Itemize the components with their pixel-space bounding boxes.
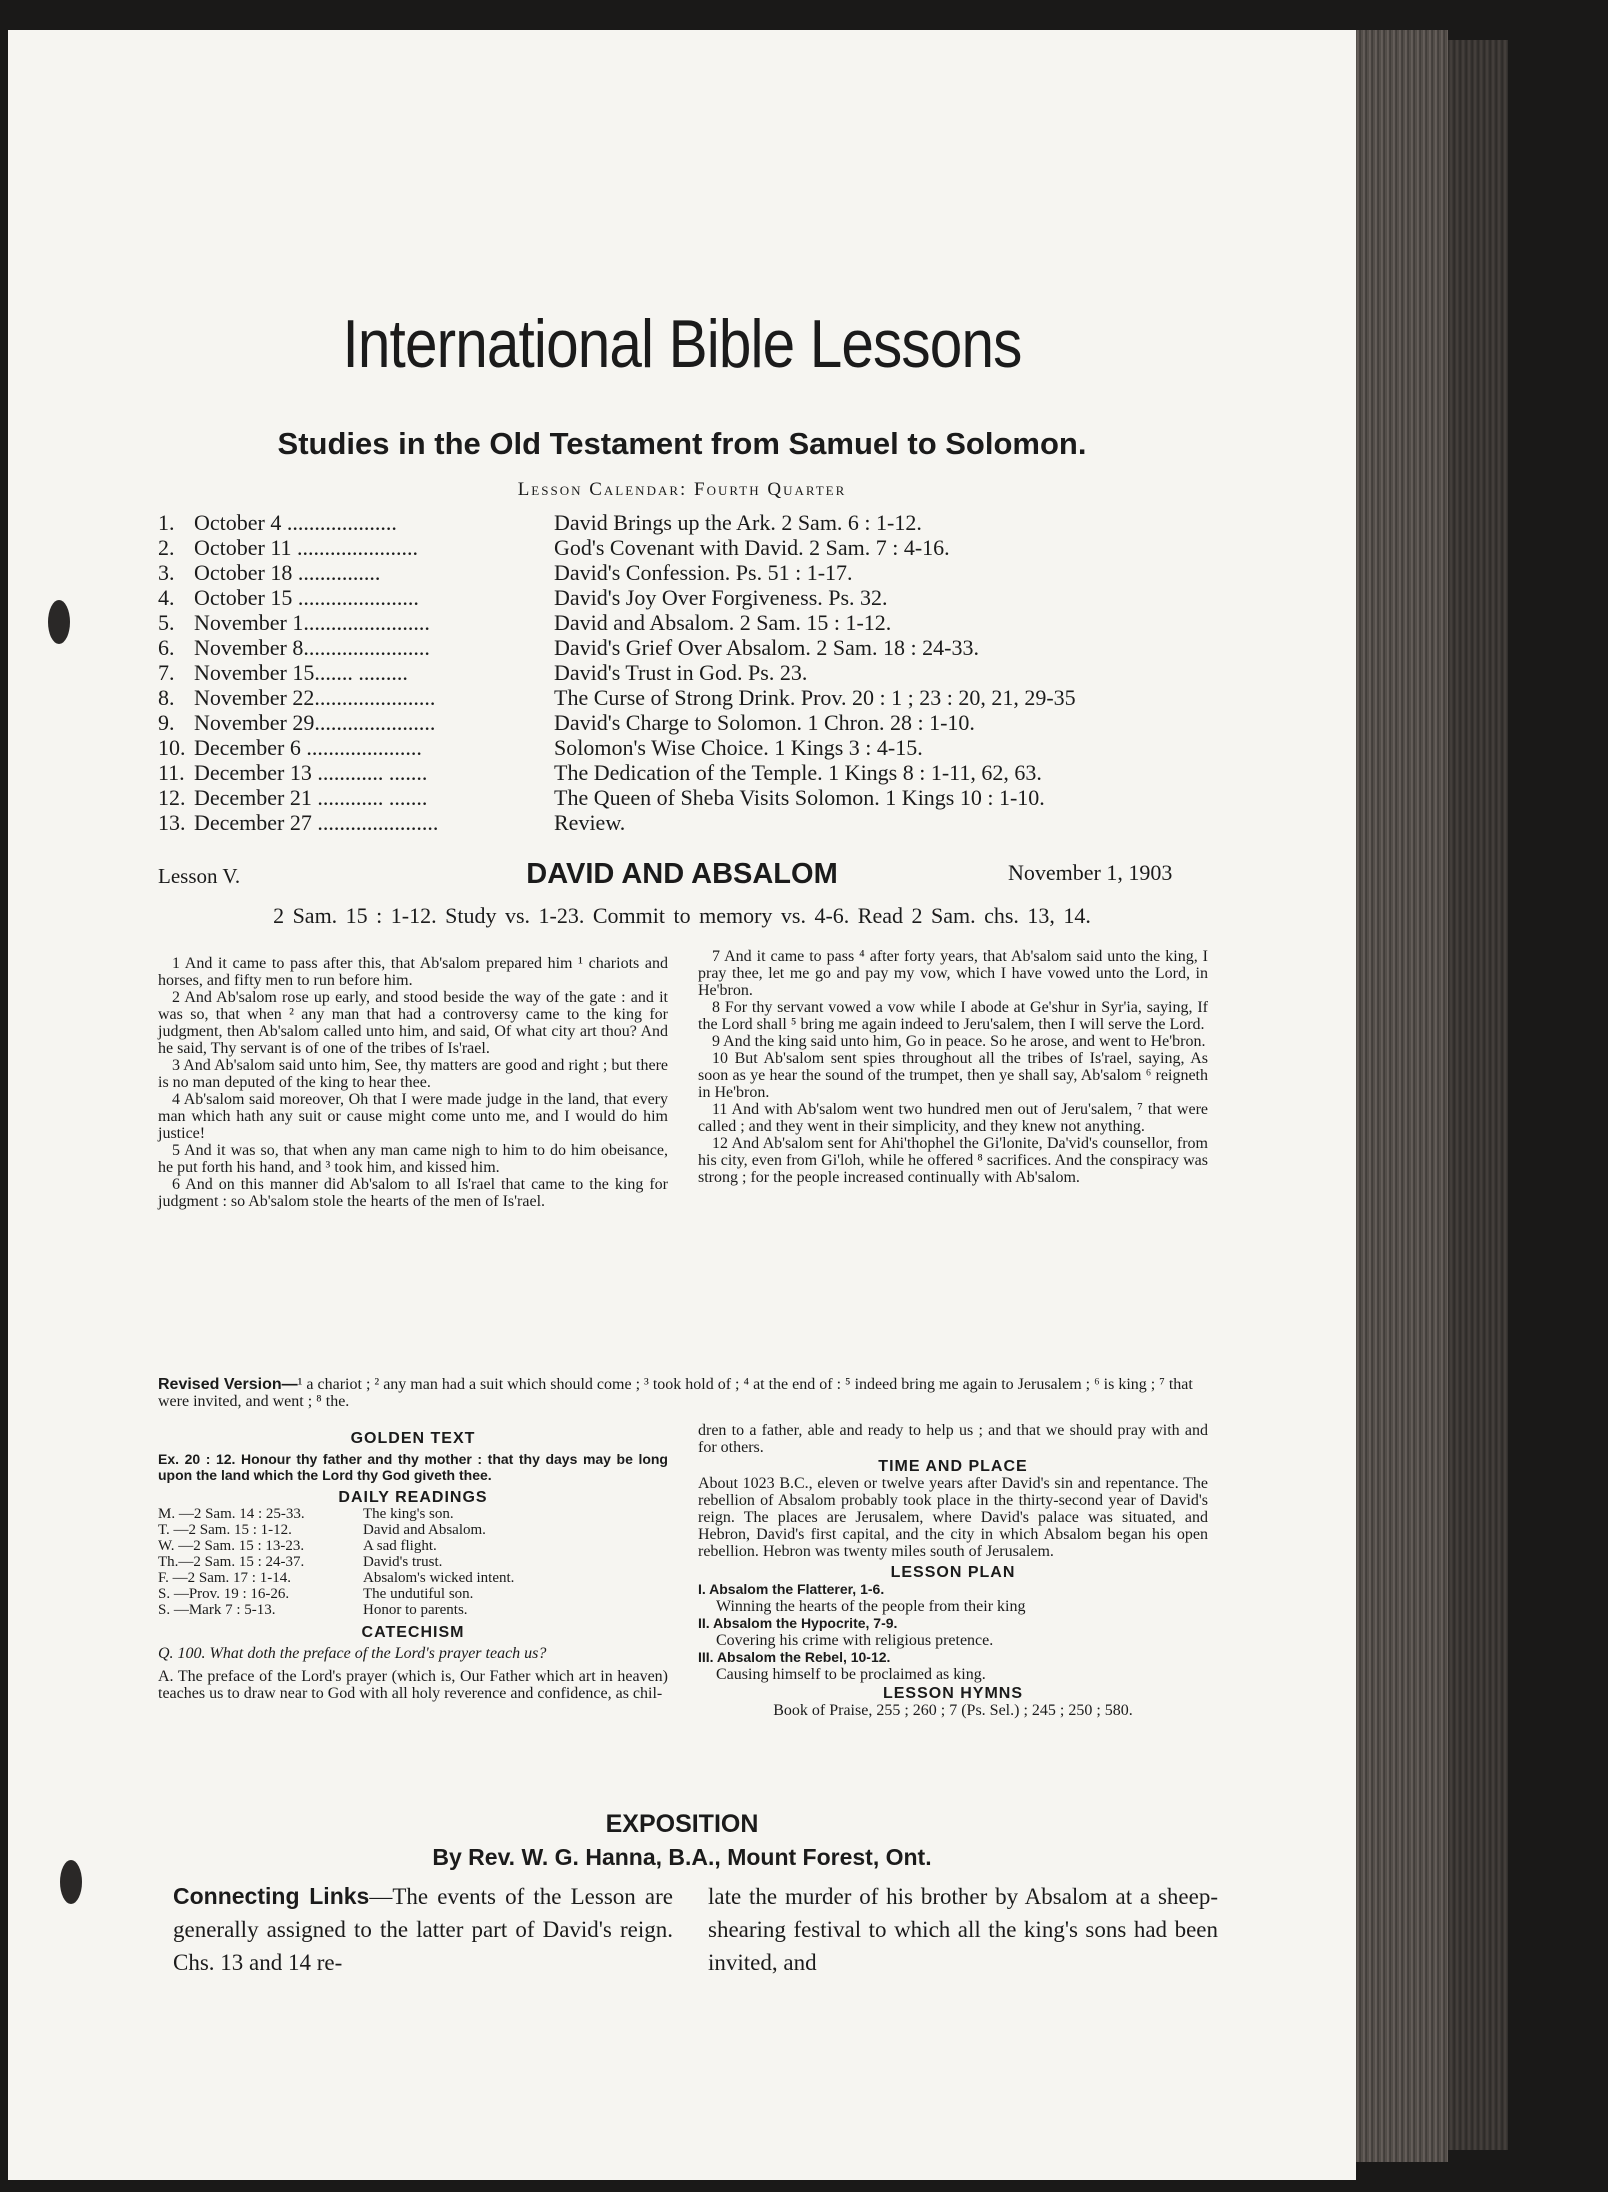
calendar-topic: David's Grief Over Absalom. 2 Sam. 18 : 24-33. (554, 635, 979, 660)
golden-text: Ex. 20 : 12. Honour thy father and thy mother : that thy days may be long upon the land which the Lord thy God giveth thee. (158, 1451, 668, 1483)
calendar-num: 2. (158, 535, 175, 560)
lesson-hymns-heading: LESSON HYMNS (882, 1685, 1023, 1702)
daily-reading-row (158, 1586, 668, 1602)
daily-reading-row (158, 1554, 668, 1570)
calendar-num: 1. (158, 510, 175, 535)
connecting-left-text: —The events of the Lesson are generally assigned to the latter part of David's reign. Chs. 13 and 14 re- (173, 1884, 674, 1975)
calendar-date: October 4 .................... (194, 510, 397, 535)
lesson-title: DAVID AND ABSALOM (526, 858, 838, 890)
exposition-left-column (173, 1880, 673, 1979)
daily-reading-text: A sad flight. (363, 1538, 437, 1554)
scripture-verse: 2 And Ab'salom rose up early, and stood beside the way of the gate : and it was so, that when ² any man that had a controversy came to the king for judgment, then Ab'salom called unto him, and said, Of what city art thou? And he said, Thy servant is of one of the tribes of Is'rael. (158, 989, 668, 1057)
book-page-edges (1356, 30, 1448, 2162)
page-title: International Bible Lessons (342, 306, 1022, 382)
connecting-right-text: late the murder of his brother by Absalom at a sheep-shearing festival to which all the king's sons had been invited, and (708, 1884, 1218, 1975)
daily-reading-row (158, 1522, 668, 1538)
scripture-verse: 1 And it came to pass after this, that Ab'salom prepared him ¹ chariots and horses, and fifty men to run before him. (158, 955, 668, 989)
calendar-num: 4. (158, 585, 175, 610)
scripture-verse: 12 And Ab'salom sent for Ahi'thophel the Gi'lonite, Da'vid's counsellor, from his city, even from Gi'loh, while he offered ⁸ sacrifices. And the conspiracy was strong ; for the people increased continually with Ab'salom. (698, 1135, 1208, 1186)
exposition-right-column (708, 1880, 1218, 1979)
time-place-text: About 1023 B.C., eleven or twelve years after David's sin and repentance. The rebellion of Absalom probably took place in the thirty-second year of David's reign. The places are Jerusalem, where David's palace was situated, and Hebron, David's first capital, and the city in which Absalom began his open rebellion. Hebron was twenty miles south of Jerusalem. (698, 1475, 1208, 1560)
daily-reading-row (158, 1506, 668, 1522)
calendar-row (158, 635, 1076, 660)
daily-reading-text: The king's son. (363, 1506, 454, 1522)
binding-hole (48, 600, 70, 644)
exposition-byline: By Rev. W. G. Hanna, B.A., Mount Forest, Ont. (432, 1844, 932, 1870)
calendar-row (158, 510, 1076, 535)
lesson-plan-item-heading: I. Absalom the Flatterer, 1-6. (698, 1581, 885, 1597)
scripture-verse: 3 And Ab'salom said unto him, See, thy matters are good and right ; but there is no man deputed of the king to hear thee. (158, 1057, 668, 1091)
lesson-plan-item-text: Winning the hearts of the people from their king (716, 1598, 1026, 1615)
calendar-topic: The Queen of Sheba Visits Solomon. 1 Kings 10 : 1-10. (554, 785, 1045, 810)
lesson-plan-item-heading: III. Absalom the Rebel, 10-12. (698, 1649, 891, 1665)
lesson-plan-item-text: Causing himself to be proclaimed as king. (716, 1666, 986, 1683)
scripture-verse: 9 And the king said unto him, Go in peace. So he arose, and went to He'bron. (712, 1033, 1206, 1050)
calendar-row (158, 610, 1076, 635)
catechism-answer: A. The preface of the Lord's prayer (which is, Our Father which art in heaven) teaches us to draw near to God with all holy reverence and confidence, as chil- (158, 1668, 668, 1702)
daily-reading-text: David and Absalom. (363, 1522, 486, 1538)
calendar-num: 5. (158, 610, 175, 635)
calendar-topic: David's Joy Over Forgiveness. Ps. 32. (554, 585, 888, 610)
scripture-left-column (158, 955, 668, 1210)
daily-reading-row (158, 1570, 668, 1586)
calendar-date: November 29...................... (194, 710, 436, 735)
calendar-row (158, 710, 1076, 735)
daily-reading-text: The undutiful son. (363, 1586, 474, 1602)
exposition-heading: EXPOSITION (605, 1810, 759, 1838)
calendar-row (158, 735, 1076, 760)
calendar-num: 11. (158, 760, 185, 785)
calendar-date: December 27 ...................... (194, 810, 439, 835)
daily-reading-ref: Th.—2 Sam. 15 : 24-37. (158, 1554, 305, 1570)
connecting-links-label: Connecting Links (173, 1883, 370, 1909)
calendar-topic: David and Absalom. 2 Sam. 15 : 1-12. (554, 610, 892, 635)
scripture-verse: 10 But Ab'salom sent spies throughout all the tribes of Is'rael, saying, As soon as ye hear the sound of the trumpet, then ye shall say, Ab'salom ⁶ reigneth in He'bron. (698, 1050, 1208, 1101)
calendar-num: 8. (158, 685, 175, 710)
revised-version-text: ¹ a chariot ; ² any man had a suit which should come ; ³ took hold of ; ⁴ at the end of : ⁵ indeed bring me again to Jerusalem ; ⁶ is king ; ⁷ that were invited, and went ; ⁸ the. (158, 1376, 1193, 1410)
lesson-plan-item-heading: II. Absalom the Hypocrite, 7-9. (698, 1615, 898, 1631)
catechism-question: Q. 100. What doth the preface of the Lord's prayer teach us? (158, 1645, 547, 1662)
revised-version (158, 1376, 1218, 1410)
golden-text-heading: GOLDEN TEXT (350, 1430, 476, 1447)
lesson-number: Lesson V. (158, 864, 241, 888)
daily-reading-row (158, 1538, 668, 1554)
calendar-date: October 15 ...................... (194, 585, 419, 610)
book-cover-edge (1448, 40, 1508, 2150)
scripture-verse: 4 Ab'salom said moreover, Oh that I were made judge in the land, that every man which hath any suit or cause might come unto me, and I would do him justice! (158, 1091, 668, 1142)
lesson-references: 2 Sam. 15 : 1-12. Study vs. 1-23. Commit to memory vs. 4-6. Read 2 Sam. chs. 13, 14. (273, 903, 1091, 928)
calendar-num: 13. (158, 810, 186, 835)
scripture-right-column (698, 948, 1208, 1186)
daily-reading-text: Absalom's wicked intent. (363, 1570, 515, 1586)
time-place-heading: TIME AND PLACE (878, 1458, 1028, 1475)
calendar-date: December 6 ..................... (194, 735, 422, 760)
daily-reading-ref: S. —Mark 7 : 5-13. (158, 1602, 276, 1618)
daily-reading-ref: S. —Prov. 19 : 16-26. (158, 1586, 290, 1602)
scripture-verse: 7 And it came to pass ⁴ after forty years, that Ab'salom said unto the king, I pray thee, let me go and pay my vow, which I have vowed unto the Lord, in He'bron. (698, 948, 1208, 999)
daily-reading-ref: T. —2 Sam. 15 : 1-12. (158, 1522, 292, 1538)
calendar-row (158, 535, 1076, 560)
lesson-plan-item-text: Covering his crime with religious pretence. (716, 1632, 994, 1649)
lesson-plan-heading: LESSON PLAN (890, 1564, 1016, 1581)
calendar-num: 12. (158, 785, 186, 810)
daily-reading-ref: W. —2 Sam. 15 : 13-23. (158, 1538, 305, 1554)
calendar-date: November 22...................... (194, 685, 436, 710)
calendar-topic: God's Covenant with David. 2 Sam. 7 : 4-16. (554, 535, 950, 560)
calendar-date: November 15....... ......... (194, 660, 408, 685)
calendar-num: 6. (158, 635, 175, 660)
daily-reading-text: David's trust. (363, 1554, 443, 1570)
calendar-num: 10. (158, 735, 186, 760)
calendar-topic: The Dedication of the Temple. 1 Kings 8 : 1-11, 62, 63. (554, 760, 1042, 785)
calendar-row (158, 810, 1076, 835)
daily-readings-heading: DAILY READINGS (338, 1489, 488, 1506)
calendar-date: November 8....................... (194, 635, 430, 660)
lower-right-column (698, 1422, 1208, 1719)
calendar-topic: Review. (554, 810, 626, 835)
daily-reading-ref: F. —2 Sam. 17 : 1-14. (158, 1570, 291, 1586)
calendar-topic: David's Charge to Solomon. 1 Chron. 28 : 1-10. (554, 710, 975, 735)
daily-reading-row (158, 1602, 668, 1618)
document-page (8, 30, 1356, 2180)
revised-version-label: Revised Version— (158, 1376, 298, 1393)
calendar-topic: David's Confession. Ps. 51 : 1-17. (554, 560, 853, 585)
lower-left-column (158, 1430, 668, 1702)
calendar-row (158, 660, 1076, 685)
scripture-verse: 8 For thy servant vowed a vow while I abode at Ge'shur in Syr'ia, saying, If the Lord shall ⁵ bring me again indeed to Jeru'salem, then I will serve the Lord. (698, 999, 1208, 1033)
calendar-row (158, 560, 1076, 585)
daily-reading-ref: M. —2 Sam. 14 : 25-33. (158, 1506, 305, 1522)
scripture-verse: 5 And it was so, that when any man came nigh to him to do him obeisance, he put forth his hand, and ³ took him, and kissed him. (158, 1142, 668, 1176)
calendar-num: 3. (158, 560, 175, 585)
lesson-hymns-text: Book of Praise, 255 ; 260 ; 7 (Ps. Sel.) ; 245 ; 250 ; 580. (773, 1702, 1133, 1719)
scripture-verse: 6 And on this manner did Ab'salom to all Is'rael that came to the king for judgment : so Ab'salom stole the hearts of the men of Is'rael. (158, 1176, 668, 1210)
calendar-date: December 13 ............ ....... (194, 760, 428, 785)
calendar-num: 9. (158, 710, 175, 735)
lesson-plan (698, 1581, 1208, 1683)
scripture-verse: 11 And with Ab'salom went two hundred men out of Jeru'salem, ⁷ that were called ; and they went in their simplicity, and they knew not anything. (698, 1101, 1208, 1135)
page-subtitle: Studies in the Old Testament from Samuel to Solomon. (277, 426, 1087, 461)
calendar-row (158, 760, 1076, 785)
calendar-topic: David Brings up the Ark. 2 Sam. 6 : 1-12. (554, 510, 922, 535)
calendar-date: October 18 ............... (194, 560, 381, 585)
calendar-date: October 11 ...................... (194, 535, 419, 560)
daily-readings (158, 1506, 668, 1618)
calendar-row (158, 785, 1076, 810)
lesson-calendar (158, 510, 1076, 835)
catechism-heading: CATECHISM (361, 1624, 465, 1641)
calendar-row (158, 685, 1076, 710)
calendar-date: November 1....................... (194, 610, 430, 635)
calendar-topic: The Curse of Strong Drink. Prov. 20 : 1 ; 23 : 20, 21, 29-35 (554, 685, 1076, 710)
calendar-row (158, 585, 1076, 610)
calendar-date: December 21 ............ ....... (194, 785, 428, 810)
calendar-topic: Solomon's Wise Choice. 1 Kings 3 : 4-15. (554, 735, 923, 760)
catechism-continued: dren to a father, able and ready to help us ; and that we should pray with and for others. (698, 1422, 1208, 1456)
calendar-topic: David's Trust in God. Ps. 23. (554, 660, 808, 685)
lesson-date: November 1, 1903 (1008, 860, 1173, 885)
daily-reading-text: Honor to parents. (363, 1602, 468, 1618)
calendar-num: 7. (158, 660, 175, 685)
calendar-heading: Lesson Calendar: Fourth Quarter (517, 479, 847, 500)
